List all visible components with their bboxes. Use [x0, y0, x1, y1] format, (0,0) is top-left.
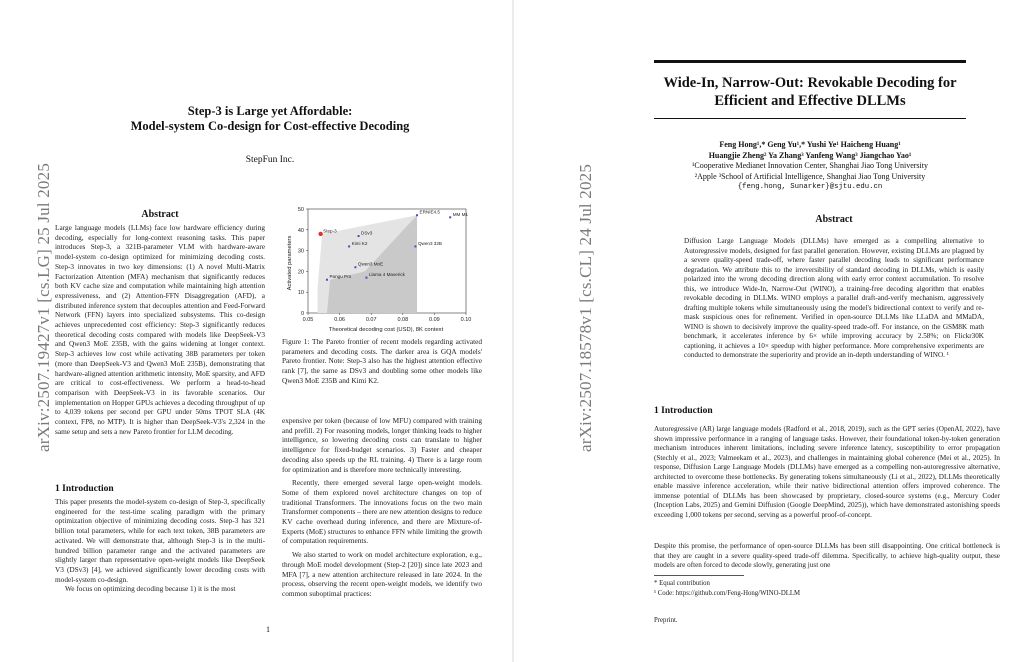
author-block: [644, 140, 976, 193]
footnote-equal-contribution: * Equal contribution: [654, 580, 710, 587]
data-point-dsv3: [358, 235, 360, 237]
affiliation-1: ¹Cooperative Medianet Innovation Center, Shanghai Jiao Tong University: [692, 161, 928, 170]
data-point-kimi-k2: [348, 245, 350, 247]
data-label-ernie4-5: ERNIE4.5: [419, 209, 440, 215]
authors-line2: Huangjie Zheng² Ya Zhang³ Yanfeng Wang³ Jiangchao Yao¹: [708, 150, 912, 160]
title-bottom-rule: [654, 118, 966, 119]
chart-y-axis-label: Activated parameters: [287, 235, 293, 291]
chart-x-tick-label: 0.07: [365, 317, 377, 323]
footnote-rule: [654, 575, 744, 576]
abstract-heading: Abstract: [815, 214, 853, 225]
arxiv-identifier: arXiv:2507.19427v1 [cs.LG] 25 Jul 2025: [34, 162, 53, 452]
paper-title-line1: Wide-In, Narrow-Out: Revokable Decoding for: [663, 75, 957, 91]
right-paragraph-2: Recently, there emerged several large open-weight models. Some of them explored novel architecture changes on top of traditional Transformers. The innovations focus on the two main Transformer components – there are new attention designs to reduce KV cache overhead during inference, and there are Mixture-of-Experts (MoE) structures to enhance FFN while limiting the growth of computation requirements.: [282, 478, 482, 546]
abstract-text: Diffusion Large Language Models (DLLMs) have emerged as a compelling alternative to Autoregressive models, designed for fast parallel generation. However, existing DLLMs are plagued by a severe quality-speed trade-off, where faster parallel decoding leads to significant performance degradation. We attribute this to the irreversibility of standard decoding in DLLMs, which is easily polarized into the wrong decoding direction along with early error context accumulation. To resolve this, we introduce Wide-In, Narrow-Out (WINO), a training-free decoding algorithm that enables revokable decoding in DLLMs. WINO employs a parallel draft-and-verify mechanism, aggressively drafting multiple tokens while simultaneously using the model's bidirectional context to verify and re-mask suspicious ones for refinement. Verified in open-source DLLMs like LLaDA and MMaDA, WINO is shown to decisively improve the quality-speed trade-off. For instance, on the GSM8K math benchmark, it accelerates inference by 6× while improving accuracy by 2.58%; on Flickr30K captioning, it achieves a 10× speedup with higher performance. More comprehensive experiments are conducted to demonstrate the superiority and provide an in-depth understanding of WINO. ¹: [684, 237, 984, 359]
intro-paragraph: [55, 497, 265, 594]
right-column-text: [282, 416, 482, 599]
paper-title-line2: Model-system Co-design for Cost-effective Decoding: [130, 119, 410, 133]
chart-x-axis-label: Theoretical decoding cost (USD), 8K context: [328, 327, 444, 333]
authors-line1: Feng Hong¹,* Geng Yu¹,* Yushi Ye¹ Haicheng Huang¹: [719, 140, 901, 149]
data-point-qwen3-moe: [354, 266, 356, 268]
data-point-mm-m1: [449, 216, 451, 218]
chart-y-tick-label: 30: [297, 248, 304, 255]
data-point-llama-4-maverick: [365, 277, 367, 279]
data-label-step-3: Step-3: [323, 228, 337, 234]
right-paragraph-1: expensive per token (because of low MFU) compared with training and prefill. 2) For reasoning models, longer thinking leads to higher intelligence, so lowering decoding costs can translate to higher intelligence for fixed-budget scenarios. 3) Faster and cheaper decoding also speeds up the RL training. 4) There is a large room for optimization and is therefore more technically interesting.: [282, 416, 482, 474]
arxiv-identifier: arXiv:2507.18578v1 [cs.CL] 24 Jul 2025: [576, 163, 595, 452]
data-label-kimi-k2: Kimi K2: [351, 240, 368, 246]
chart-y-tick-label: 20: [297, 269, 304, 276]
paper-title-line2: Efficient and Effective DLLMs: [714, 93, 906, 109]
chart-x-tick-label: 0.05: [302, 317, 314, 323]
right-paragraph-3: We also started to work on model architecture exploration, e.g., through MoE model development (Step-2 [20]) since late 2023 and MFA [7], a new attention architecture released in late 2024. In the process, observing the recent open-weight models, we identify two common suboptimal practices:: [282, 550, 482, 598]
data-point-pangu-pro: [326, 279, 328, 281]
abstract-text: Large language models (LLMs) face low hardware efficiency during decoding, especially for long-context reasoning tasks. This paper introduces Step-3, a 321B-parameter VLM with hardware-aware model-system co-design optimized for minimizing decoding costs. Step-3 innovates in two key dimensions: (1) A novel Multi-Matrix Factorization Attention (MFA) mechanism that significantly reduces both KV cache size and computation while maintaining high attention expressiveness, and (2) Attention-FFN Disaggregation (AFD), a distributed inference system that decouples attention and Feed-Forward Network (FFN) layers into specialized subsystems. This co-design achieves unprecedented cost efficiency: Step-3 significantly reduces theoretical decoding costs compared with models like DeepSeek-V3 and Qwen3 MoE 235B, with the gains widening at longer context. Step-3 achieves low cost while activating 38B parameters per token (more than DeepSeek-V3 and Qwen3 MoE 235B), demonstrating that hardware-aligned attention arithmetic intensity, MoE sparsity, and AFD are critical to cost-effectiveness. We perform a head-to-head comparison with DeepSeek-V3 in its favorable scenarios. Our implementation on Hopper GPUs achieves a decoding throughput of up to 4,039 tokens per second per GPU under 50ms TPOT SLA (4K context, FP8, no MTP). It is higher than DeepSeek-V3's 2,324 in the same setup and sets a new Pareto frontier for LLM decoding.: [55, 223, 265, 436]
data-point-qwen3-32b: [414, 245, 416, 247]
figure-caption: Figure 1: The Pareto frontier of recent models regarding activated parameters and decoding costs. The darker area is GQA models' Pareto frontier. Note: Step-3 also has the highest attention effective rank [7], the same as DSv3 and doubling some other models like Qwen3 MoE 235B and Kimi K2.: [282, 337, 482, 385]
chart-x-tick-label: 0.08: [397, 317, 409, 323]
author-email: {feng.hong, Sunarker}@sjtu.edu.cn: [737, 183, 883, 191]
chart-y-tick-label: 0: [300, 311, 304, 317]
paper-page-wino: [514, 0, 1024, 662]
pareto-chart: [282, 205, 472, 333]
intro-heading: 1 Introduction: [55, 484, 114, 494]
chart-y-tick-label: 10: [297, 290, 304, 297]
affiliation-2: ²Apple ³School of Artificial Intelligence, Shanghai Jiao Tong University: [694, 171, 926, 181]
paper-title-line1: Step-3 is Large yet Affordable:: [187, 104, 353, 118]
paper-author: StepFun Inc.: [245, 155, 295, 165]
abstract-heading: Abstract: [141, 209, 179, 220]
data-label-llama-4-maverick: Llama 4 Maverick: [368, 272, 405, 278]
chart-x-tick-label: 0.10: [460, 317, 472, 323]
chart-x-tick-label: 0.06: [334, 317, 345, 323]
title-top-rule: [654, 60, 966, 63]
data-label-qwen3-32b: Qwen3 32B: [417, 240, 442, 246]
footnote-code-link: ¹ Code: https://github.com/Feng-Hong/WINO-DLLM: [654, 590, 801, 597]
data-label-mm-m1: MM M1: [452, 211, 469, 217]
data-label-qwen3-moe: Qwen3 MoE: [357, 261, 384, 267]
chart-y-tick-label: 50: [297, 207, 304, 213]
page-number: 1: [266, 625, 270, 634]
intro-paragraph-2: We focus on optimizing decoding because 1) it is the most: [65, 584, 236, 594]
chart-y-tick-label: 40: [297, 227, 304, 234]
intro-paragraph-1: Autoregressive (AR) large language models (Radford et al., 2018, 2019), such as the GPT series (OpenAI, 2022), have shown impressive performance in a ranging of language tasks. However, their foundational token-by-token generation mechanism introduces inherent limitations, including severe inference latency, susceptibility to error propagation (Stechly et al., 2023; Valmeekam et al., 2023), and challenges in maintaining global coherence (Mei et al., 2025). In response, Diffusion Large Language Models (DLLMs) have emerged as a compelling non-autoregressive alternative, architected to overcome these bottlenecks. By generating tokens simultaneously (Li et al., 2022), DLLMs theoretically enable massive inference acceleration, while their native bidirectional attention offers improved coherence. The immense potential of DLLMs has been showcased by proprietary, closed-source systems (e.g., Mercury Coder (Inception Labs, 2025) and Gemini Diffusion (Google DeepMind, 2025)), which have demonstrated astonishing speeds exceeding 1,000 tokens per second, serving as a powerful proof-of-concept.: [654, 425, 1000, 519]
intro-heading: 1 Introduction: [654, 406, 713, 416]
data-label-dsv3: DSv3: [361, 230, 373, 236]
data-point-ernie4-5: [416, 214, 418, 216]
intro-paragraph-2: Despite this promise, the performance of open-source DLLMs has been still disappointing. One critical bottleneck is that they are caught in a severe quality-speed trade-off dilemma. Specifically, to achieve high-quality output, these models are often forced to decode slowly, generating just one: [654, 542, 1000, 569]
data-label-pangu-pro: Pangu Pro: [329, 274, 352, 280]
preprint-label: Preprint.: [654, 617, 678, 624]
intro-paragraph-1: This paper presents the model-system co-design of Step-3, specifically engineered for the test-time scaling paradigm with the primary optimization objective of minimizing decoding costs. Step-3 has 321 billion total parameters, while for each text token, 38B parameters are activated. We will demonstrate that, although Step-3 is in the multi-hundred billion parameter range and the activated parameters are slightly larger than representative open-weight models like DeepSeek V3 (DSv3) [4], we achieved significantly lower decoding costs with model-system co-design.: [55, 497, 265, 584]
chart-x-tick-label: 0.09: [429, 317, 440, 323]
